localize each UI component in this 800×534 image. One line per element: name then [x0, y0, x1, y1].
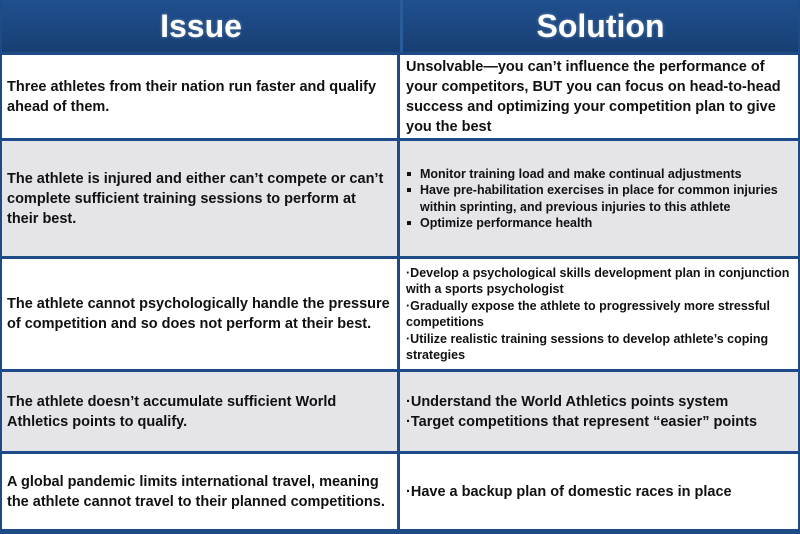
solution-list: [406, 265, 792, 364]
issue-cell: The athlete doesn’t accumulate sufficient World Athletics points to qualify.: [2, 372, 400, 451]
solution-cell: [400, 372, 798, 451]
solution-item: · Understand the World Athletics points system: [406, 392, 757, 412]
solution-item: · Target competitions that represent “easier” points: [406, 412, 757, 432]
solution-cell: [400, 55, 798, 138]
issue-cell: Three athletes from their nation run faster and qualify ahead of them.: [2, 55, 400, 138]
solution-list: [406, 392, 757, 432]
solution-cell: [400, 141, 798, 256]
solution-item: · Develop a psychological skills development plan in conjunction with a sports psychologist: [406, 265, 792, 298]
table-header: [2, 0, 798, 55]
table-row: [2, 141, 798, 259]
solution-text: Unsolvable—you can’t influence the performance of your competitors, BUT you can focus on head-to-head success and optimizing your competition plan to give you the best: [406, 58, 781, 135]
issue-cell: A global pandemic limits international travel, meaning the athlete cannot travel to their planned competitions.: [2, 454, 400, 529]
issue-cell: The athlete is injured and either can’t compete or can’t complete sufficient training sessions to perform at their best.: [2, 141, 400, 256]
solution-cell: [400, 454, 798, 529]
solution-list: [406, 482, 732, 502]
solution-item: · Utilize realistic training sessions to develop athlete’s coping strategies: [406, 331, 792, 364]
solution-list: [406, 166, 792, 232]
solution-item: Monitor training load and make continual adjustments: [406, 166, 792, 183]
table-row: [2, 55, 798, 141]
solution-item: · Have a backup plan of domestic races in place: [406, 482, 732, 502]
solution-item: Have pre-habilitation exercises in place for common injuries within sprinting, and previous injuries to this athlete: [406, 182, 792, 215]
solution-item: Optimize performance health: [406, 215, 792, 232]
table-row: [2, 259, 798, 372]
solution-cell: [400, 259, 798, 369]
issue-column-header: Issue: [2, 0, 403, 52]
issue-cell: The athlete cannot psychologically handle the pressure of competition and so does not perform at their best.: [2, 259, 400, 369]
table-row: [2, 454, 798, 529]
solution-column-header: Solution: [403, 0, 798, 52]
table-row: [2, 372, 798, 454]
solution-item: · Gradually expose the athlete to progressively more stressful competitions: [406, 298, 792, 331]
